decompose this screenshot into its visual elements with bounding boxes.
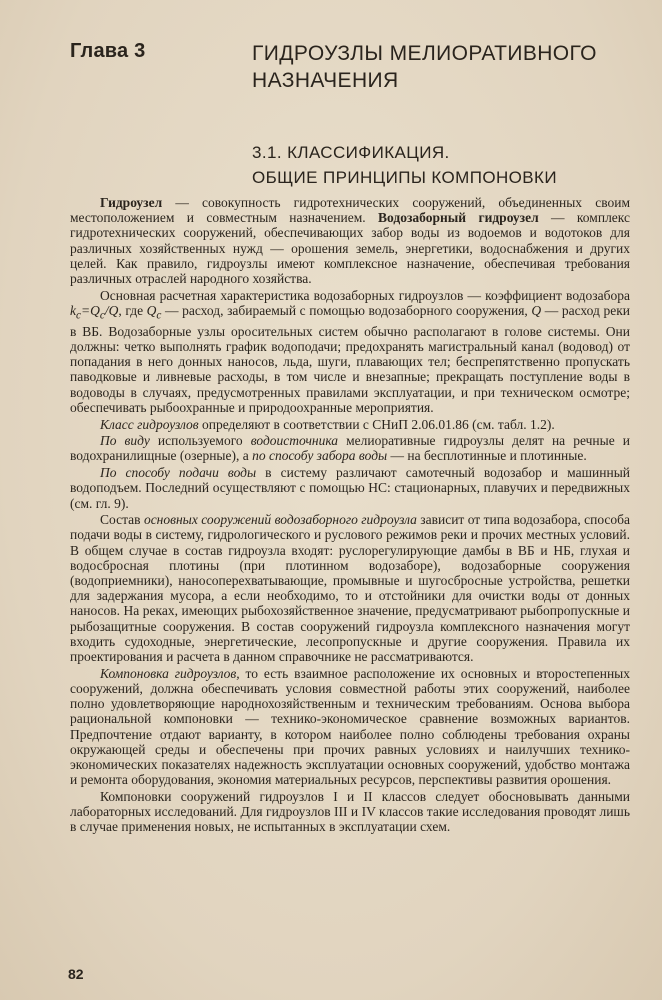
paragraph-text: зависит от типа водозабора, способа подачи воды в систему, гидрологического и руслового режимов реки и прочих местных условий. В общем случае в состав гидроузла входят: руслорегулирующие дамбы в ВБ и НБ, глухая и водосбросная плотины (при плотинном водозаборе), водозаборные сооружения (водоприемники), наносоперехватывающие, промывные и шугосбросные устройства, решетки для задержания мусора, а если необходимо, то и отстойники для очистки воды от донных наносов. На реках, имеющих рыбохозяйственное значение, предусматривают рыбопропускные и рыбозащитные сооружения. В состав сооружений гидроузла комплексного назначения могут входить судоходные, энергетические, лесопропускные и другие сооружения. Правила их проектирования и расчета в данном справочнике не рассматриваются. [70,512,631,665]
symbol-q: Q [146,302,157,318]
chapter-title-line-2: НАЗНАЧЕНИЯ [252,69,399,92]
chapter-title [252,40,632,94]
paragraph-text: Компоновки сооружений гидроузлов I и II классов следует обосновывать данными лабораторных исследований. Для гидроузлов III и IV классов такие исследования проводят лишь в случае применения новых, не испытанных в эксплуатации схем. [70,788,630,835]
paragraph-composition [70,512,630,664]
formula-eq: =Q [81,302,100,318]
paragraph-supply [70,465,630,511]
paragraph-layout [70,666,630,788]
paragraph-text: — совокупность гидротехнических сооружений, объединенных своим местоположением и совместным назначением. [70,195,630,226]
italic-term: Компоновка гидроузлов, [100,665,240,681]
paragraph-class [70,417,630,432]
paragraph-text: в систему различают самотечный водозабор и машинный водоподъем. Последний осуществляют с помощью НС: стационарных, плавучих и передвижных (см. гл. 9). [70,465,630,511]
chapter-title-line-1: ГИДРОУЗЛЫ МЕЛИОРАТИВНОГО [252,42,597,65]
term-gidrouzel: Гидроузел [100,195,163,210]
italic-term: Класс гидроузлов [100,416,199,432]
page-number: 82 [68,966,84,982]
italic-term: по способу забора воды [252,448,388,464]
section-title [252,140,632,190]
formula-sub: c [76,309,81,322]
italic-term: основных сооружений водозаборного гидроузла [143,512,417,528]
term-vodozabornyi-gidrouzel: Водозаборный гидроузел [378,210,539,226]
paragraph-text: используемого [149,433,251,449]
section-title-line-1: 3.1. КЛАССИФИКАЦИЯ. [252,143,450,162]
paragraph-text: определяют в соответствии с СНиП 2.06.01.86 (см. табл. 1.2). [198,416,555,432]
formula-sub: c [99,309,105,322]
paragraph-characteristic [70,288,630,415]
paragraph-text: — комплекс гидротехнических сооружений, обеспечивающих забор воды из водоемов и водотоков для различных хозяйственных нужд — орошения земель, энергетики, водоснабжения и других целей. Как правило, гидроузлы имеют комплексное назначение, обеспечивая требования различных отраслей народного хозяйства. [70,210,631,287]
italic-term: водоисточника [250,433,339,449]
italic-term: По виду [100,433,150,449]
paragraph-research [70,789,630,835]
paragraph-definition [70,195,630,286]
formula-k: k [70,302,76,318]
paragraph-text: — расход, забираемый с помощью водозаборного сооружения, [161,302,532,318]
paragraph-text: Основная расчетная характеристика водозаборных гидроузлов — коэффициент водозабора [100,287,630,303]
paragraph-text: — расход реки в ВБ. Водозаборные узлы оросительных систем обычно располагают в голове системы. Они должны: четко выполнять график водоподачи; предохранять магистральный канал (водовод) от попадания в него донных наносов, льда, шуги, плавающих тел; беспрепятственно пропускать паводковые и ливневые расходы, в том числе и внезапные; прекращать поступление воды в водоводы в случаях, предусмотренных правилами эксплуатации, и при техническом осмотре; обеспечивать рыбоохранные и природоохранные мероприятия. [70,302,630,415]
paragraph-text: — на бесплотинные и плотинные. [387,448,587,464]
symbol-sub: c [156,309,162,322]
symbol-q: Q [531,302,542,318]
formula-end: /Q [104,302,119,318]
paragraph-text: мелиоративные гидроузлы делят на речные и водохранилищные (озерные), а [70,433,630,464]
italic-term: По способу подачи воды [100,465,257,481]
body-text [70,195,630,836]
paragraph-text: то есть взаимное расположение их основных и второстепенных сооружений, должна обеспечивать условия совместной работы этих сооружений, наиболее полно удовлетворяющие народнохозяйственным и техническим требованиям. Основа выбора рациональной компоновки — технико-экономическое сравнение возможных вариантов. Предпочтение отдают варианту, в котором наиболее полно соблюдены требования охраны окружающей среды и обеспечены при прочих равных условиях и наилучших технико-экономических показателях надежность эксплуатации основных сооружений, удобство монтажа и ремонта оборудования, экономия материальных ресурсов, перспективы развития орошения. [70,665,630,788]
chapter-label: Глава 3 [70,40,146,62]
paragraph-type [70,433,630,463]
paragraph-text: Состав [100,512,144,528]
formula [70,302,119,322]
section-title-line-2: ОБЩИЕ ПРИНЦИПЫ КОМПОНОВКИ [252,168,557,187]
symbol-qc [146,302,162,322]
paragraph-text: , где [118,302,147,318]
